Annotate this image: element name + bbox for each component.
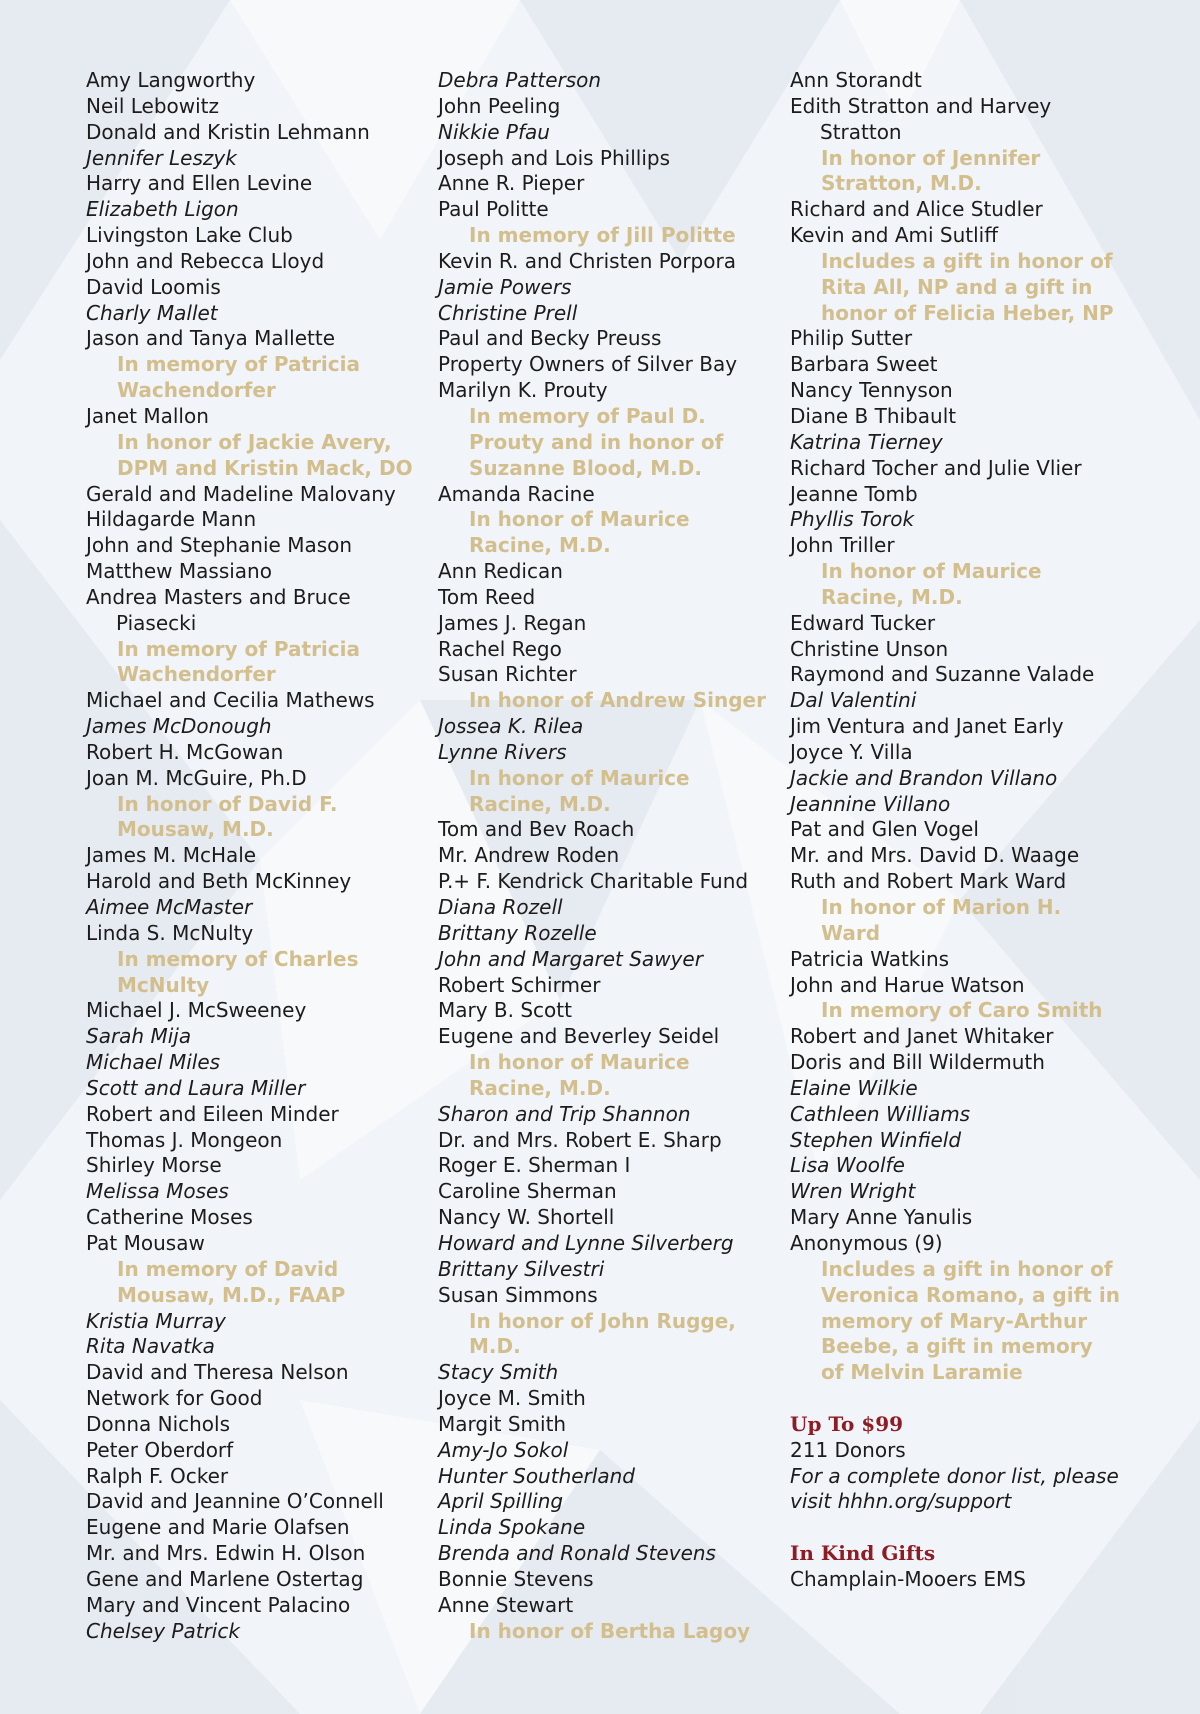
donor-name: Jeanne Tomb	[790, 481, 918, 506]
donor-name: Anonymous (9)	[790, 1230, 943, 1255]
tribute-note: In honor of John Rugge, M.D.	[469, 1308, 736, 1359]
donor-name: Lisa Woolfe	[790, 1153, 905, 1178]
donor-name: John Triller	[790, 533, 895, 558]
donor-name: Melissa Moses	[86, 1179, 229, 1204]
donor-name: Janet Mallon	[86, 403, 209, 428]
donor-name: Margit Smith	[438, 1411, 567, 1436]
donor-name: Eugene and Beverley Seidel	[438, 1024, 720, 1049]
donor-name: Brittany Silvestri	[438, 1256, 605, 1281]
donor-name: Pat and Glen Vogel	[790, 817, 979, 842]
donor-name: Christine Unson	[790, 636, 949, 661]
donor-name: Andrea Masters and Bruce Piasecki	[86, 584, 351, 635]
donor-name: Phyllis Torok	[790, 507, 915, 532]
tribute-note: In honor of Jackie Avery, DPM and Kristin Mack, DO	[117, 429, 413, 480]
donor-name: Richard Tocher and Julie Vlier	[790, 455, 1082, 480]
complete-list-note: For a complete donor list, please visit hhhn.org/support	[790, 1463, 1119, 1514]
tribute-note: In memory of David Mousaw, M.D., FAAP	[117, 1256, 346, 1307]
donor-name: Katrina Tierney	[790, 429, 943, 454]
donor-name: David and Jeannine O’Connell	[86, 1489, 384, 1514]
donor-name: Eugene and Marie Olafsen	[86, 1515, 350, 1540]
donor-name: Nikkie Pfau	[438, 119, 550, 144]
donor-count: 211 Donors	[790, 1437, 906, 1462]
donor-name: Donna Nichols	[86, 1411, 231, 1436]
donor-name: Raymond and Suzanne Valade	[790, 662, 1095, 687]
donor-name: David Loomis	[86, 274, 221, 299]
donor-name: Dal Valentini	[790, 688, 917, 713]
donor-name: Ruth and Robert Mark Ward	[790, 869, 1067, 894]
donor-name: Edward Tucker	[790, 610, 936, 635]
donor-name: Anne Stewart	[438, 1592, 574, 1617]
donor-name: Mary B. Scott	[438, 998, 572, 1023]
tribute-note: In memory of Patricia Wachendorfer	[117, 636, 360, 687]
donor-name: Joan M. McGuire, Ph.D	[86, 765, 307, 790]
donor-name: Charly Mallet	[86, 300, 218, 325]
donor-name: Sharon and Trip Shannon	[438, 1101, 691, 1126]
tribute-note: In memory of Caro Smith	[821, 998, 1103, 1023]
donor-name: Shirley Morse	[86, 1153, 222, 1178]
up-to-99-heading: Up To $99	[790, 1411, 904, 1436]
donor-name: Jim Ventura and Janet Early	[790, 714, 1064, 739]
donor-name: Joyce Y. Villa	[790, 739, 913, 764]
in-kind-donor: Champlain-Mooers EMS	[790, 1566, 1026, 1591]
donor-name: Michael J. McSweeney	[86, 998, 307, 1023]
donor-name: Kevin R. and Christen Porpora	[438, 248, 736, 273]
donor-name: Pat Mousaw	[86, 1230, 205, 1255]
donor-name: Robert and Janet Whitaker	[790, 1024, 1054, 1049]
donor-name: Jeannine Villano	[790, 791, 951, 816]
donor-name: Kristia Murray	[86, 1308, 226, 1333]
donor-name: Brenda and Ronald Stevens	[438, 1541, 716, 1566]
donor-name: Joseph and Lois Phillips	[438, 145, 671, 170]
donor-name: Amanda Racine	[438, 481, 595, 506]
donor-name: Mr. Andrew Roden	[438, 843, 620, 868]
donor-name: Harry and Ellen Levine	[86, 171, 313, 196]
donor-name: Nancy Tennyson	[790, 378, 953, 403]
donor-name: John and Margaret Sawyer	[438, 946, 703, 971]
donor-name: Ann Storandt	[790, 68, 922, 92]
donor-name: Jennifer Leszyk	[86, 145, 237, 170]
donor-name: Mary and Vincent Palacino	[86, 1592, 351, 1617]
tribute-note: In honor of Jennifer Stratton, M.D.	[821, 145, 1041, 196]
tribute-note: In honor of Bertha Lagoy	[469, 1618, 751, 1643]
tribute-note: In honor of Maurice Racine, M.D.	[469, 1050, 690, 1100]
donor-name: Diana Rozell	[438, 895, 563, 919]
donor-name: Cathleen Williams	[790, 1101, 971, 1126]
donor-name: Michael Miles	[86, 1050, 221, 1075]
donor-name: Philip Sutter	[790, 326, 913, 351]
donor-name: Rita Navatka	[86, 1334, 215, 1359]
tribute-note: In honor of Maurice Racine, M.D.	[469, 507, 690, 558]
donor-name: Neil Lebowitz	[86, 93, 220, 118]
donor-name: John Peeling	[438, 93, 561, 118]
donor-name: Caroline Sherman	[438, 1179, 617, 1204]
donor-name: P.+ F. Kendrick Charitable Fund	[438, 869, 749, 894]
donor-name: Harold and Beth McKinney	[86, 869, 352, 894]
donor-name: Gerald and Madeline Malovany	[86, 481, 396, 506]
donor-name: Robert Schirmer	[438, 972, 601, 997]
donor-name: Thomas J. Mongeon	[86, 1127, 283, 1152]
tribute-note: In honor of David F. Mousaw, M.D.	[117, 791, 338, 842]
donor-name: Patricia Watkins	[790, 946, 950, 971]
donor-name: Michael and Cecilia Mathews	[86, 688, 375, 713]
donor-name: Edith Stratton and Harvey Stratton	[790, 93, 1052, 144]
donor-name: Susan Richter	[438, 662, 577, 687]
donor-name: Peter Oberdorf	[86, 1437, 234, 1462]
tribute-note: In honor of Maurice Racine, M.D.	[821, 559, 1042, 609]
donor-name: Ralph F. Ocker	[86, 1463, 229, 1488]
donor-name: Gene and Marlene Ostertag	[86, 1566, 364, 1591]
donor-name: Stacy Smith	[438, 1360, 559, 1385]
donor-name: Rachel Rego	[438, 636, 562, 661]
donor-name: Hunter Southerland	[438, 1463, 635, 1488]
donor-name: Marilyn K. Prouty	[438, 378, 608, 403]
donor-name: Network for Good	[86, 1386, 263, 1411]
donor-name: James J. Regan	[438, 610, 587, 635]
donor-name: Anne R. Pieper	[438, 171, 585, 196]
donor-name: Debra Patterson	[438, 68, 602, 92]
donor-name: Jossea K. Rilea	[438, 714, 584, 739]
in-kind-gifts-heading: In Kind Gifts	[790, 1541, 936, 1566]
donor-name: James M. McHale	[86, 843, 257, 868]
donor-name: James McDonough	[86, 714, 272, 739]
donor-name: Elizabeth Ligon	[86, 197, 239, 222]
donor-name: Mr. and Mrs. Edwin H. Olson	[86, 1541, 366, 1566]
donor-name: Mary Anne Yanulis	[790, 1205, 973, 1230]
donor-name: Mr. and Mrs. David D. Waage	[790, 843, 1080, 868]
tribute-note: Includes a gift in honor of Veronica Romano, a gift in memory of Mary-Arthur Beebe, a gift in memory of Melvin Laramie	[821, 1256, 1120, 1385]
donor-name: Livingston Lake Club	[86, 223, 293, 248]
donor-name: Richard and Alice Studler	[790, 197, 1043, 222]
donor-name: Dr. and Mrs. Robert E. Sharp	[438, 1127, 722, 1152]
donor-name: John and Rebecca Lloyd	[86, 248, 325, 273]
donor-name: Stephen Winfield	[790, 1127, 962, 1152]
donor-name: Scott and Laura Miller	[86, 1075, 306, 1100]
donor-list-column-3	[790, 68, 1120, 1386]
donor-name: Howard and Lynne Silverberg	[438, 1230, 734, 1255]
donor-name: Roger E. Sherman I	[438, 1153, 631, 1178]
donor-name: April Spilling	[438, 1489, 564, 1514]
donor-name: Ann Redican	[438, 559, 563, 584]
donor-name: John and Harue Watson	[790, 972, 1025, 997]
tribute-note: In memory of Jill Politte	[469, 223, 736, 248]
tribute-note: In memory of Paul D. Prouty and in honor of Suzanne Blood, M.D.	[469, 403, 724, 480]
donor-name: Sarah Mija	[86, 1024, 192, 1049]
donor-name: Wren Wright	[790, 1179, 916, 1204]
donor-name: Susan Simmons	[438, 1282, 598, 1307]
donor-name: Bonnie Stevens	[438, 1566, 594, 1591]
donor-name: Amy-Jo Sokol	[438, 1437, 569, 1462]
donor-name: Linda S. McNulty	[86, 920, 254, 945]
donor-name: Hildagarde Mann	[86, 507, 257, 532]
donor-name: Diane B Thibault	[790, 403, 957, 428]
donor-name: Tom Reed	[438, 584, 536, 609]
donor-name: Paul Politte	[438, 197, 549, 222]
donor-column-3	[790, 68, 1120, 1593]
donor-name: Christine Prell	[438, 300, 578, 325]
donor-name: Donald and Kristin Lehmann	[86, 119, 370, 144]
tribute-note: In memory of Charles McNulty	[117, 946, 359, 997]
donor-name: Barbara Sweet	[790, 352, 938, 377]
donor-name: Robert H. McGowan	[86, 739, 284, 764]
donor-name: Doris and Bill Wildermuth	[790, 1050, 1045, 1075]
donor-column-2	[438, 68, 778, 1644]
donor-name: Amy Langworthy	[86, 68, 256, 92]
tribute-note: In honor of Maurice Racine, M.D.	[469, 765, 690, 816]
donor-name: Matthew Massiano	[86, 559, 272, 584]
donor-name: Nancy W. Shortell	[438, 1205, 615, 1230]
tribute-note: In honor of Marion H. Ward	[821, 895, 1062, 945]
donor-name: Tom and Bev Roach	[438, 817, 635, 842]
tribute-note: Includes a gift in honor of Rita All, NP and a gift in honor of Felicia Heber, NP	[821, 248, 1114, 325]
donor-name: Linda Spokane	[438, 1515, 586, 1540]
donor-name: Elaine Wilkie	[790, 1075, 918, 1100]
donor-name: Aimee McMaster	[86, 895, 253, 919]
donor-name: David and Theresa Nelson	[86, 1360, 349, 1385]
donor-name: Property Owners of Silver Bay	[438, 352, 738, 377]
donor-name: Jamie Powers	[438, 274, 572, 299]
donor-name: Joyce M. Smith	[438, 1386, 586, 1411]
donor-name: Catherine Moses	[86, 1205, 253, 1230]
donor-name: Jason and Tanya Mallette	[86, 326, 336, 351]
donor-name: Lynne Rivers	[438, 739, 567, 764]
donor-name: Kevin and Ami Sutliff	[790, 223, 999, 248]
donor-name: Chelsey Patrick	[86, 1618, 240, 1643]
donor-name: Paul and Becky Preuss	[438, 326, 662, 351]
donor-name: John and Stephanie Mason	[86, 533, 353, 558]
donor-name: Robert and Eileen Minder	[86, 1101, 339, 1126]
donor-name: Brittany Rozelle	[438, 920, 597, 945]
tribute-note: In memory of Patricia Wachendorfer	[117, 352, 360, 403]
tribute-note: In honor of Andrew Singer	[469, 688, 766, 713]
donor-name: Jackie and Brandon Villano	[790, 765, 1058, 790]
donor-column-1	[86, 68, 426, 1644]
